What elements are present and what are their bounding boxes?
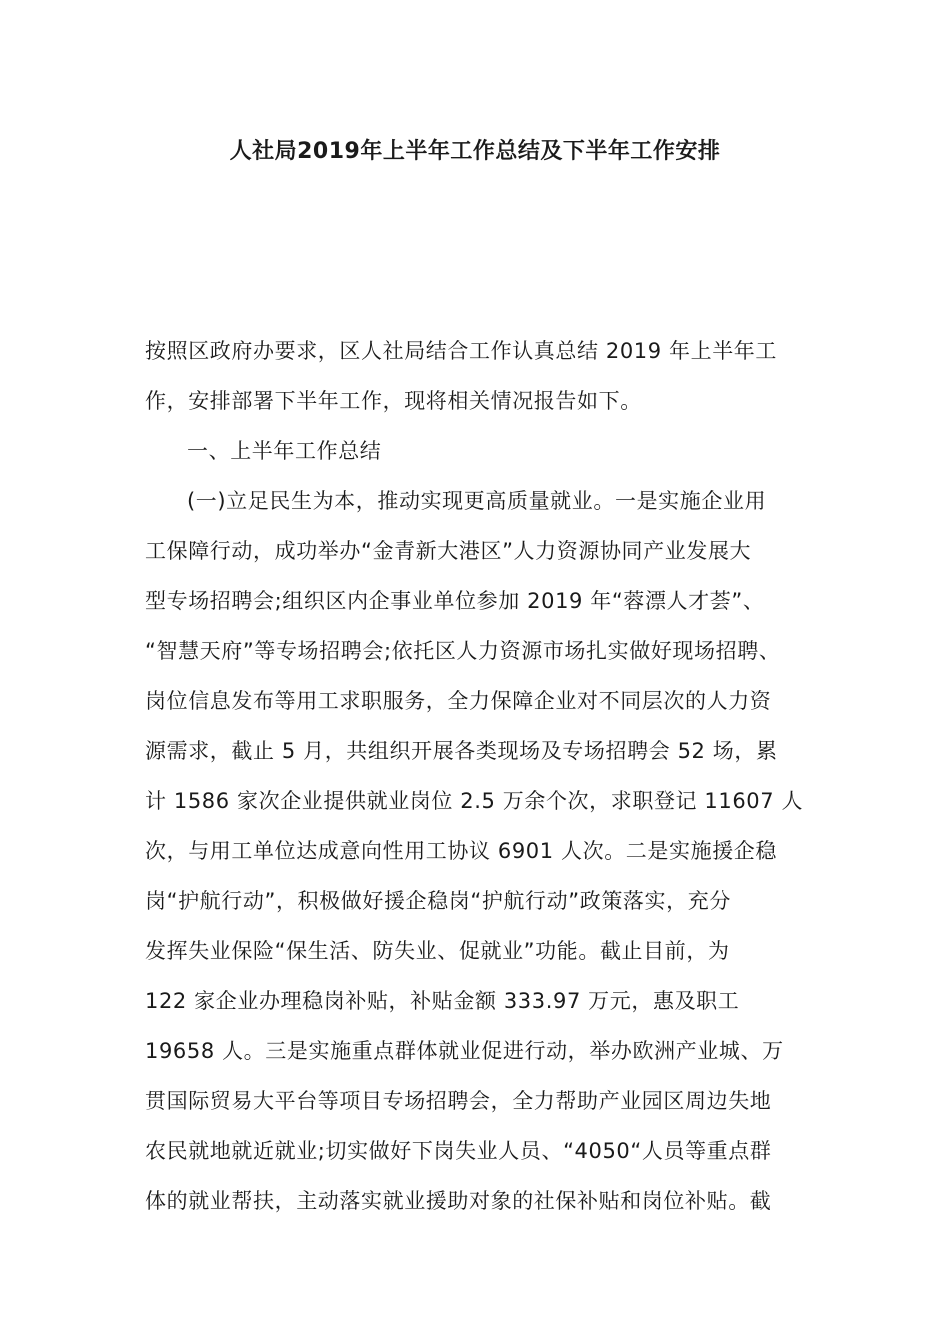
body-line: 岗位信息发布等用工求职服务，全力保障企业对不同层次的人力资 xyxy=(145,689,772,713)
section-heading: 一、上半年工作总结 xyxy=(187,439,382,463)
document-title: 人社局2019年上半年工作总结及下半年工作安排 xyxy=(229,139,721,164)
body-line: 计 1586 家次企业提供就业岗位 2.5 万余个次，求职登记 11607 人 xyxy=(145,789,804,813)
body-line: 19658 人。三是实施重点群体就业促进行动，举办欧洲产业城、万 xyxy=(145,1039,784,1063)
body-line: 农民就地就近就业;切实做好下岗失业人员、“4050“人员等重点群 xyxy=(145,1139,772,1163)
body-line: 作，安排部署下半年工作，现将相关情况报告如下。 xyxy=(145,389,642,413)
body-line: 122 家企业办理稳岗补贴，补贴金额 333.97 万元，惠及职工 xyxy=(145,989,740,1013)
body-line: 体的就业帮扶，主动落实就业援助对象的社保补贴和岗位补贴。截 xyxy=(145,1189,772,1213)
body-line: 次，与用工单位达成意向性用工协议 6901 人次。二是实施援企稳 xyxy=(145,839,777,863)
body-line: 源需求，截止 5 月，共组织开展各类现场及专场招聘会 52 场，累 xyxy=(145,739,778,763)
body-line: 按照区政府办要求，区人社局结合工作认真总结 2019 年上半年工 xyxy=(145,339,777,363)
body-line: “智慧天府”等专场招聘会;依托区人力资源市场扎实做好现场招聘、 xyxy=(145,639,781,663)
body-line: (一)立足民生为本，推动实现更高质量就业。一是实施企业用 xyxy=(187,489,767,513)
body-line: 岗“护航行动”，积极做好援企稳岗“护航行动”政策落实，充分 xyxy=(145,889,731,913)
body-line: 发挥失业保险“保生活、防失业、促就业”功能。截止目前，为 xyxy=(145,939,730,963)
body-line: 贯国际贸易大平台等项目专场招聘会，全力帮助产业园区周边失地 xyxy=(145,1089,772,1113)
body-line: 型专场招聘会;组织区内企事业单位参加 2019 年“蓉漂人才荟”、 xyxy=(145,589,765,613)
body-line: 工保障行动，成功举办“金青新大港区”人力资源协同产业发展大 xyxy=(145,539,752,563)
